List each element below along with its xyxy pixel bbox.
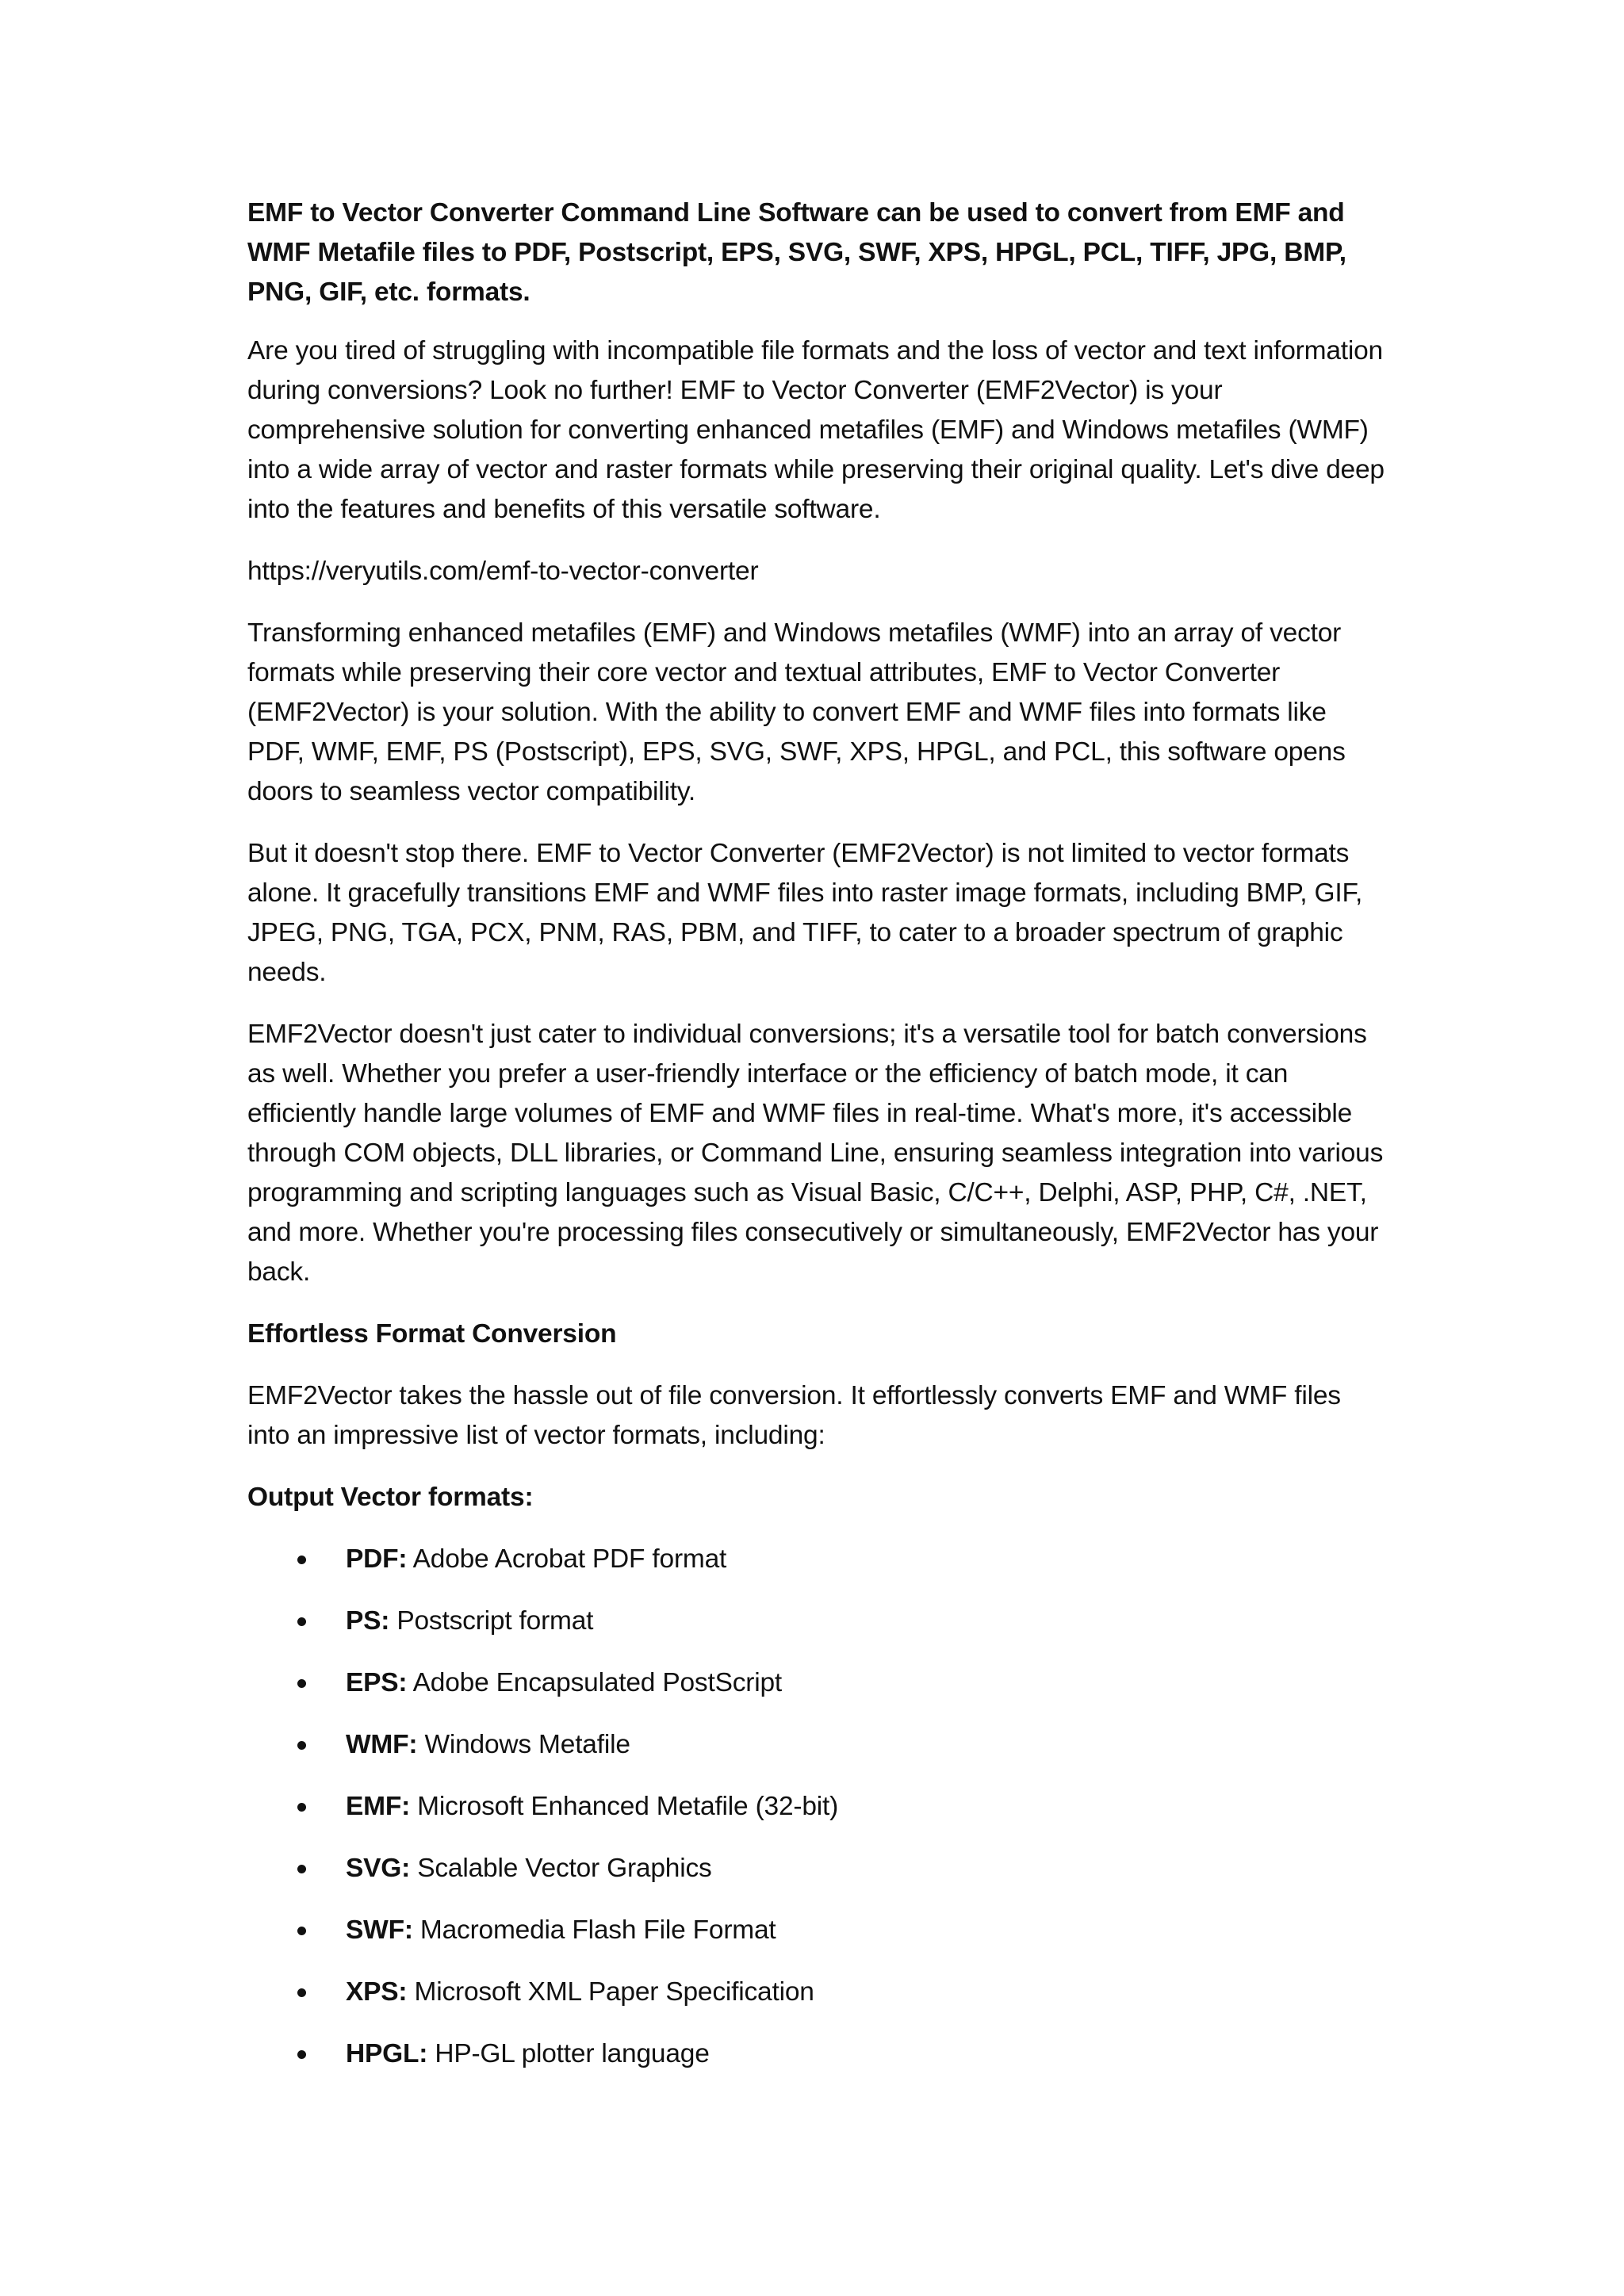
format-code: WMF: [346,1730,418,1759]
output-formats-list [247,1540,1386,2074]
format-description: HP-GL plotter language [427,2039,710,2068]
intro-paragraph: Are you tired of struggling with incompatible file formats and the loss of vector and text information during conversions? Look no further! EMF to Vector Converter (EMF2Vector) is your comprehensive solution for converting enhanced metafiles (EMF) and Windows metafiles (WMF) into a wide array of vector and raster formats while preserving their original quality. Let's dive deep into the features and benefits of this versatile software. [247,336,1385,524]
list-item [247,1849,1386,1888]
format-code: HPGL: [346,2039,428,2068]
bullet-icon [297,1679,306,1688]
document-heading: EMF to Vector Converter Command Line Software can be used to convert from EMF and WMF Metafile files to PDF, Postscript, EPS, SVG, SWF, XPS, HPGL, PCL, TIFF, JPG, BMP, PNG, GIF, etc. formats. [247,198,1346,307]
format-code: EPS: [346,1668,408,1697]
format-code: XPS: [346,1977,408,2007]
document-body [247,193,1386,2074]
list-title: Output Vector formats: [247,1483,534,1512]
bullet-icon [297,1741,306,1750]
list-item [247,1787,1386,1827]
bullet-icon [297,1988,306,1997]
section-paragraph: EMF2Vector takes the hassle out of file conversion. It effortlessly converts EMF and WMF files into an impressive list of vector formats, including: [247,1381,1341,1450]
bullet-icon [297,1617,306,1626]
list-item [247,1973,1386,2012]
list-item [247,2034,1386,2074]
format-code: PS: [346,1606,390,1636]
format-description: Adobe Encapsulated PostScript [407,1668,783,1697]
format-code: PDF: [346,1544,408,1574]
format-description: Adobe Acrobat PDF format [407,1544,727,1574]
list-item [247,1540,1386,1579]
batch-conversion-paragraph: EMF2Vector doesn't just cater to individual conversions; it's a versatile tool for batch conversions as well. Whether you prefer a user-friendly interface or the efficiency of batch mode, it can efficiently handle large volumes of EMF and WMF files in real-time. What's more, it's accessible through COM objects, DLL libraries, or Command Line, ensuring seamless integration into various programming and scripting languages such as Visual Basic, C/C++, Delphi, ASP, PHP, C#, .NET, and more. Whether you're processing files consecutively or simultaneously, EMF2Vector has your back. [247,1020,1384,1287]
format-code: SWF: [346,1915,413,1945]
format-code: EMF: [346,1792,411,1821]
list-item [247,1911,1386,1950]
bullet-icon [297,1803,306,1812]
list-item [247,1663,1386,1703]
bullet-icon [297,1865,306,1873]
format-code: SVG: [346,1854,411,1883]
format-description: Microsoft XML Paper Specification [407,1977,814,2007]
list-item [247,1725,1386,1765]
bullet-icon [297,1927,306,1935]
section-title: Effortless Format Conversion [247,1319,617,1349]
format-description: Microsoft Enhanced Metafile (32-bit) [410,1792,839,1821]
format-description: Scalable Vector Graphics [410,1854,712,1883]
bullet-icon [297,1556,306,1564]
list-item [247,1601,1386,1641]
format-description: Macromedia Flash File Format [412,1915,776,1945]
format-description: Postscript format [389,1606,594,1636]
format-description: Windows Metafile [417,1730,630,1759]
product-url-link[interactable]: https://veryutils.com/emf-to-vector-converter [247,557,759,586]
raster-formats-paragraph: But it doesn't stop there. EMF to Vector Converter (EMF2Vector) is not limited to vector formats alone. It gracefully transitions EMF and WMF files into raster image formats, including BMP, GIF, JPEG, PNG, TGA, PCX, PNM, RAS, PBM, and TIFF, to cater to a broader spectrum of graphic needs. [247,839,1363,987]
vector-formats-paragraph: Transforming enhanced metafiles (EMF) and Windows metafiles (WMF) into an array of vector formats while preserving their core vector and textual attributes, EMF to Vector Converter (EMF2Vector) is your solution. With the ability to convert EMF and WMF files into formats like PDF, WMF, EMF, PS (Postscript), EPS, SVG, SWF, XPS, HPGL, and PCL, this software opens doors to seamless vector compatibility. [247,618,1346,806]
bullet-icon [297,2050,306,2059]
